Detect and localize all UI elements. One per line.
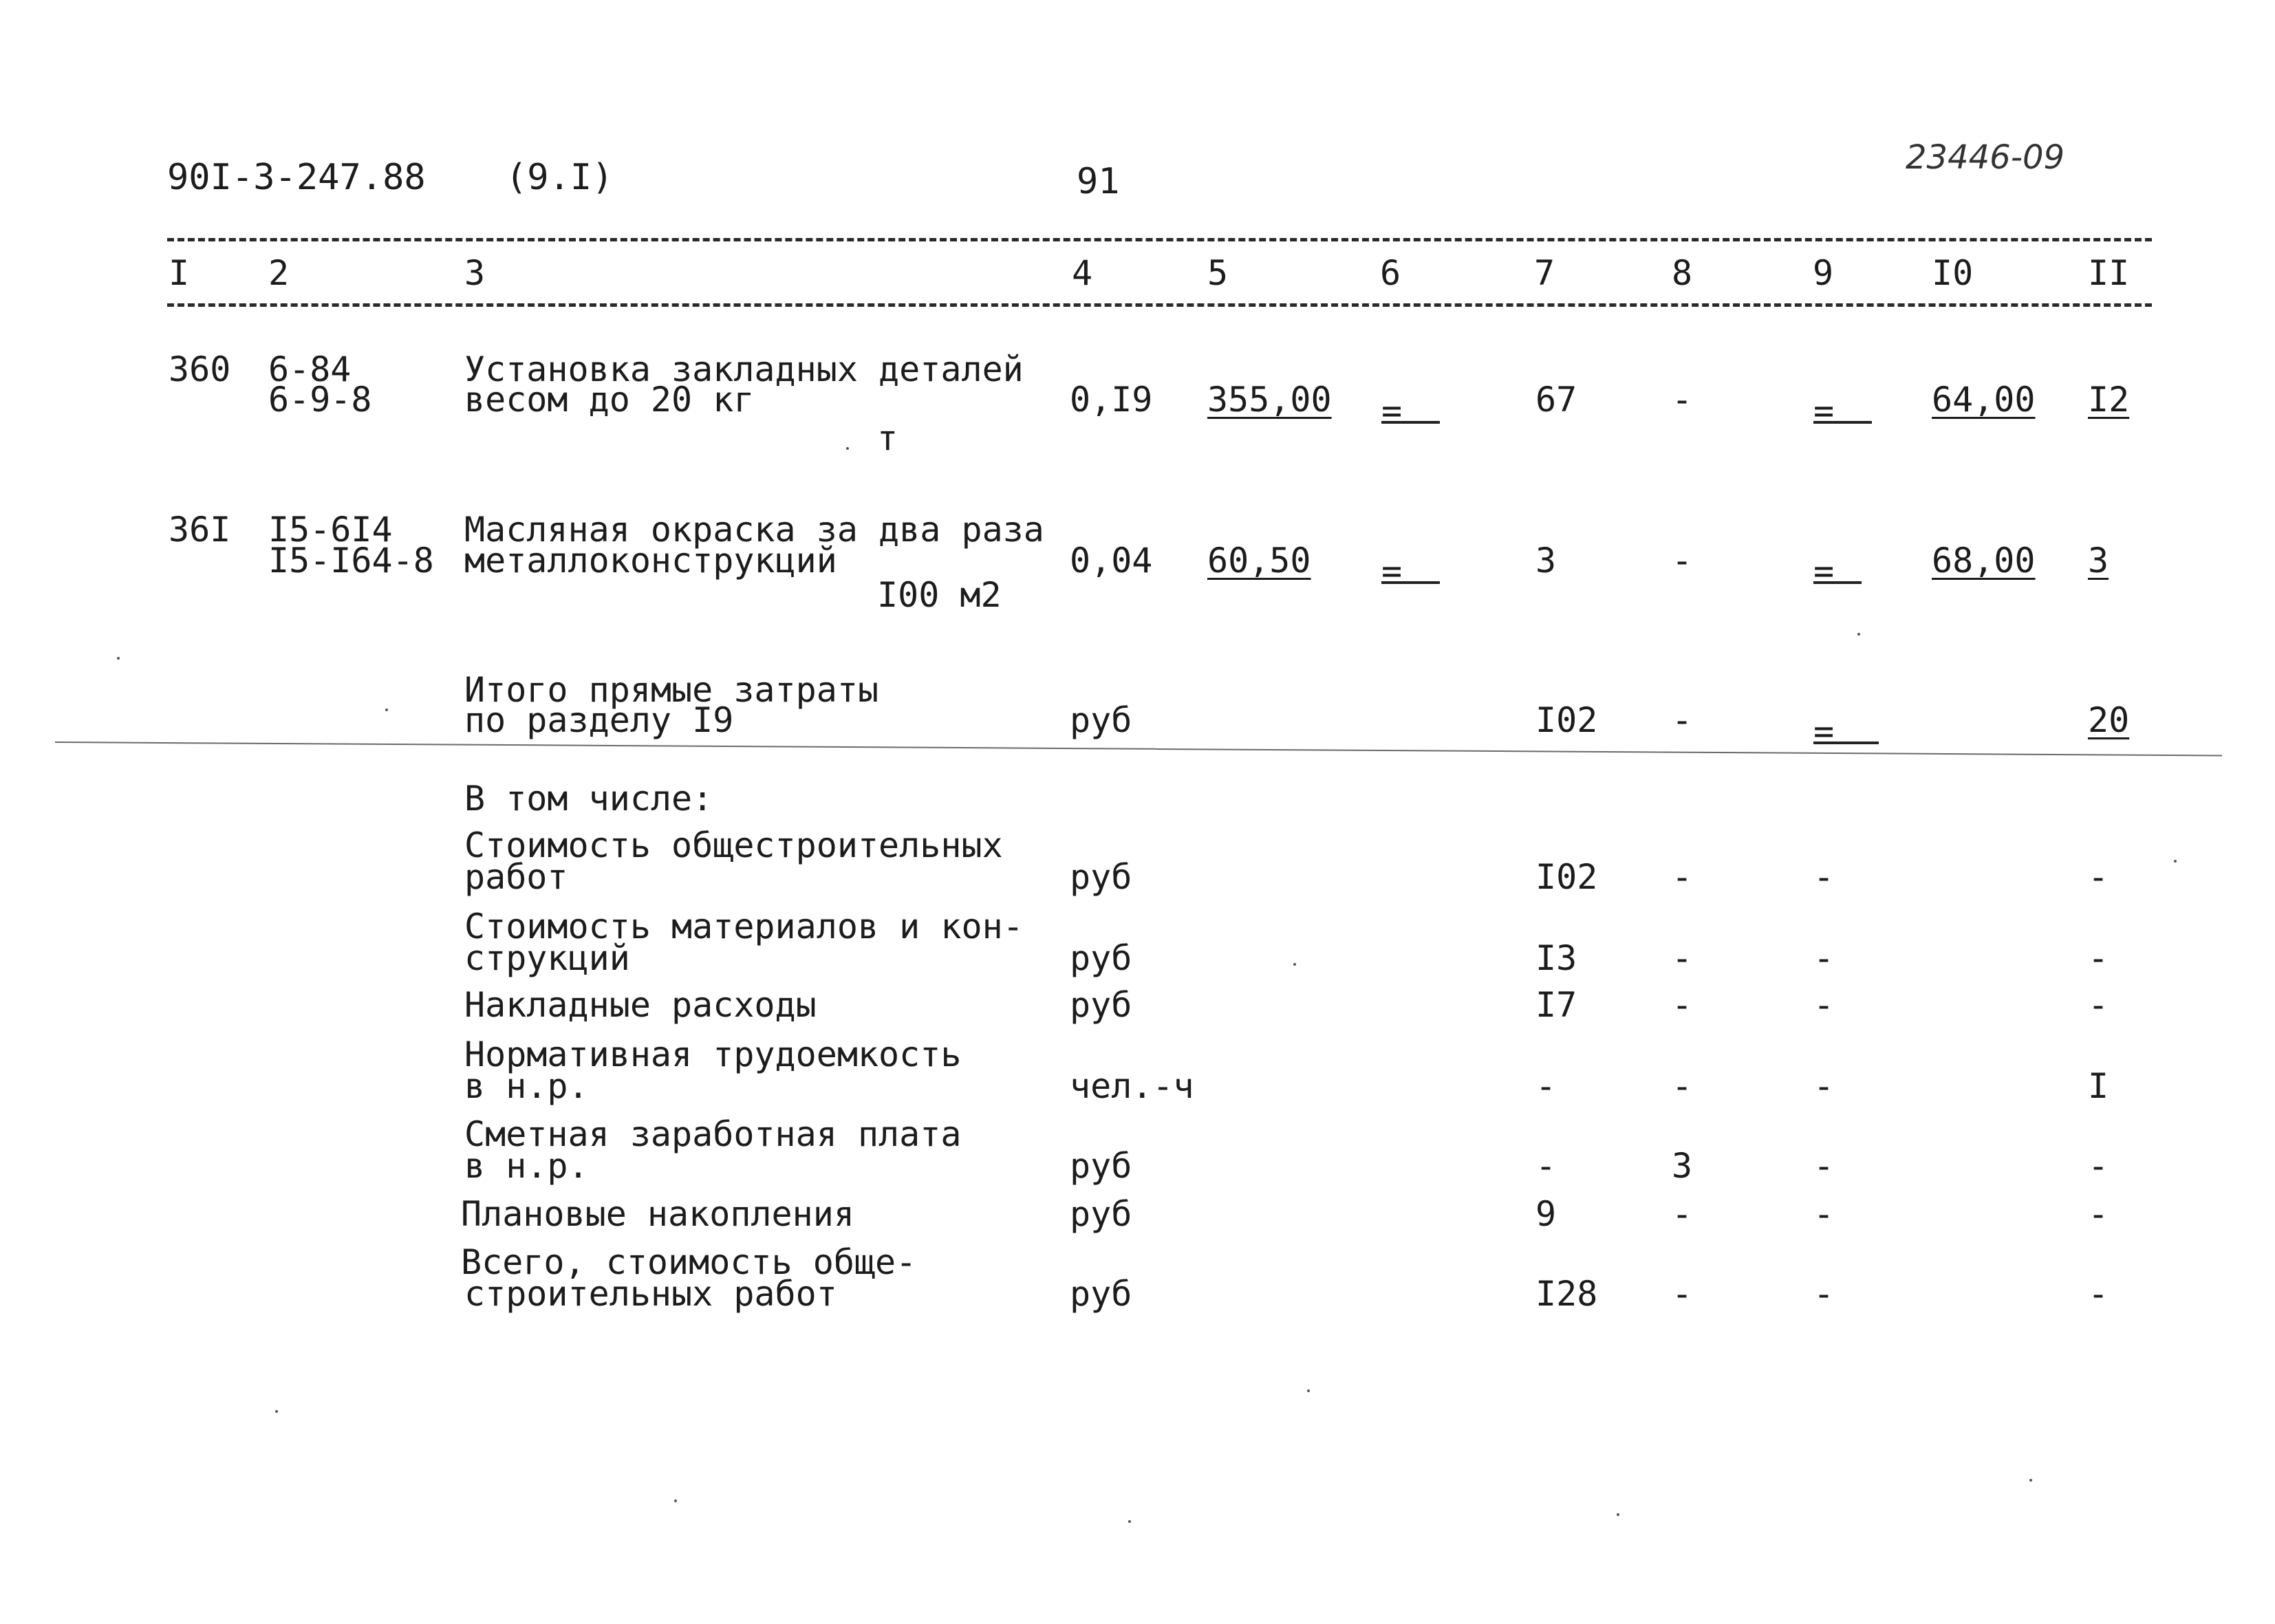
breakdown-label-cont: в н.р.: [464, 1066, 589, 1106]
col-header-11: II: [2088, 253, 2130, 293]
breakdown-col11: -: [2088, 1274, 2109, 1314]
breakdown-col11: -: [2088, 857, 2109, 897]
header-rule-bottom: [167, 303, 2152, 307]
rate-subcode: 6-9-8: [268, 380, 372, 420]
breakdown-label: Накладные расходы: [464, 985, 817, 1025]
section-number: (9.I): [506, 157, 614, 198]
breakdown-col7: -: [1535, 1066, 1557, 1106]
breakdown-label: Стоимость общестроительных: [464, 825, 1003, 865]
scan-fold-line-right: [1156, 748, 2222, 756]
breakdown-label-cont: строительных работ: [464, 1274, 837, 1314]
speck: [674, 1500, 677, 1502]
breakdown-unit: руб: [1070, 1146, 1132, 1186]
col-header-10: I0: [1932, 253, 1974, 293]
breakdown-col8: -: [1672, 938, 1693, 978]
breakdown-label-cont: работ: [464, 857, 568, 897]
total-col11: 20: [2088, 700, 2130, 740]
speck: [117, 657, 120, 660]
work-description: Масляная окраска за два раза: [464, 510, 1044, 550]
header-rule-top: [167, 238, 2152, 241]
col10-value: 64,00: [1932, 380, 2036, 420]
breakdown-unit: руб: [1070, 1194, 1132, 1234]
breakdown-col9: -: [1813, 985, 1835, 1025]
work-description-cont: металлоконструкций: [464, 541, 837, 581]
col6-underline: [1381, 421, 1440, 424]
breakdown-col9: -: [1813, 938, 1835, 978]
col6-value: =: [1381, 391, 1403, 431]
work-description: Установка закладных деталей: [464, 349, 1024, 389]
unit-of-measure: I00 м2: [877, 575, 1002, 615]
col6-underline: [1381, 581, 1440, 584]
breakdown-col11: -: [2088, 985, 2109, 1025]
breakdown-unit: руб: [1070, 985, 1132, 1025]
speck: [1128, 1520, 1131, 1523]
work-description-cont: весом до 20 кг: [464, 380, 755, 420]
breakdown-unit: руб: [1070, 857, 1132, 897]
document-code: 90I-3-247.88: [167, 157, 426, 198]
total-col8: -: [1672, 700, 1693, 740]
breakdown-col7: 9: [1535, 1194, 1557, 1234]
total-label-cont: по разделу I9: [464, 700, 734, 740]
speck: [1307, 1389, 1310, 1392]
including-label: В том числе:: [464, 779, 713, 819]
col-header-3: 3: [464, 253, 486, 293]
total-col9: =: [1813, 711, 1835, 751]
breakdown-col7: -: [1535, 1146, 1557, 1186]
breakdown-col9: -: [1813, 1194, 1835, 1234]
col11-value: I2: [2088, 380, 2130, 420]
speck: [1293, 963, 1296, 966]
breakdown-label-cont: струкций: [464, 938, 630, 978]
col9-underline: [1813, 581, 1862, 584]
unit-price: 355,00: [1207, 380, 1332, 420]
breakdown-unit: руб: [1070, 938, 1132, 978]
speck: [2029, 1479, 2032, 1482]
col11-value: 3: [2088, 541, 2109, 581]
breakdown-col7: I02: [1535, 857, 1598, 897]
breakdown-label: Сметная заработная плата: [464, 1114, 962, 1154]
breakdown-col9: -: [1813, 1274, 1835, 1314]
page-number: 91: [1077, 161, 1120, 202]
breakdown-col7: I7: [1535, 985, 1577, 1025]
breakdown-col8: -: [1672, 1194, 1693, 1234]
breakdown-col8: -: [1672, 1274, 1693, 1314]
col9-value: =: [1813, 391, 1835, 431]
col9-value: =: [1813, 551, 1835, 591]
breakdown-col11: -: [2088, 1194, 2109, 1234]
total-col9-underline: [1813, 741, 1879, 744]
breakdown-label: Нормативная трудоемкость: [464, 1035, 962, 1074]
speck: [1857, 633, 1860, 636]
col7-value: 67: [1535, 380, 1577, 420]
col6-value: =: [1381, 551, 1403, 591]
unit-price: 60,50: [1207, 541, 1311, 581]
archive-stamp: 23446-09: [1906, 138, 2065, 177]
speck: [275, 1410, 278, 1413]
breakdown-unit: чел.-ч: [1070, 1066, 1194, 1106]
breakdown-col9: -: [1813, 1066, 1835, 1106]
breakdown-label: Плановые накопления: [461, 1194, 854, 1234]
col-header-9: 9: [1813, 253, 1834, 293]
breakdown-col9: -: [1813, 1146, 1835, 1186]
total-col7: I02: [1535, 700, 1598, 740]
speck: [846, 447, 849, 450]
breakdown-label: Всего, стоимость обще-: [461, 1242, 917, 1282]
quantity: 0,04: [1070, 541, 1153, 581]
quantity: 0,I9: [1070, 380, 1153, 420]
breakdown-col7: I28: [1535, 1274, 1598, 1314]
rate-code: I5-6I4: [268, 510, 393, 550]
row-number: 360: [169, 349, 231, 389]
col8-value: -: [1672, 380, 1693, 420]
speck: [2174, 860, 2177, 863]
row-number: 36I: [169, 510, 231, 550]
unit-of-measure: т: [877, 418, 898, 458]
breakdown-col11: -: [2088, 938, 2109, 978]
breakdown-col8: -: [1672, 1066, 1693, 1106]
col-header-2: 2: [268, 253, 290, 293]
breakdown-col11: -: [2088, 1146, 2109, 1186]
col7-value: 3: [1535, 541, 1557, 581]
col8-value: -: [1672, 541, 1693, 581]
breakdown-col7: I3: [1535, 938, 1577, 978]
breakdown-col8: -: [1672, 857, 1693, 897]
breakdown-col11: I: [2088, 1066, 2109, 1106]
breakdown-label: Стоимость материалов и кон-: [464, 907, 1024, 946]
total-unit: руб: [1070, 700, 1132, 740]
col-header-6: 6: [1380, 253, 1401, 293]
col-header-7: 7: [1534, 253, 1555, 293]
rate-code: 6-84: [268, 349, 352, 389]
col-header-4: 4: [1072, 253, 1093, 293]
col-header-5: 5: [1207, 253, 1229, 293]
speck: [1617, 1513, 1619, 1516]
scan-fold-line: [55, 741, 1156, 750]
total-label: Итого прямые затраты: [464, 670, 879, 710]
col10-value: 68,00: [1932, 541, 2036, 581]
col-header-1: I: [169, 253, 190, 293]
speck: [385, 708, 388, 711]
col9-underline: [1813, 421, 1872, 424]
col-header-8: 8: [1672, 253, 1693, 293]
rate-subcode: I5-I64-8: [268, 541, 434, 581]
breakdown-unit: руб: [1070, 1274, 1132, 1314]
breakdown-col9: -: [1813, 857, 1835, 897]
breakdown-label-cont: в н.р.: [464, 1146, 589, 1186]
breakdown-col8: 3: [1672, 1146, 1693, 1186]
breakdown-col8: -: [1672, 985, 1693, 1025]
